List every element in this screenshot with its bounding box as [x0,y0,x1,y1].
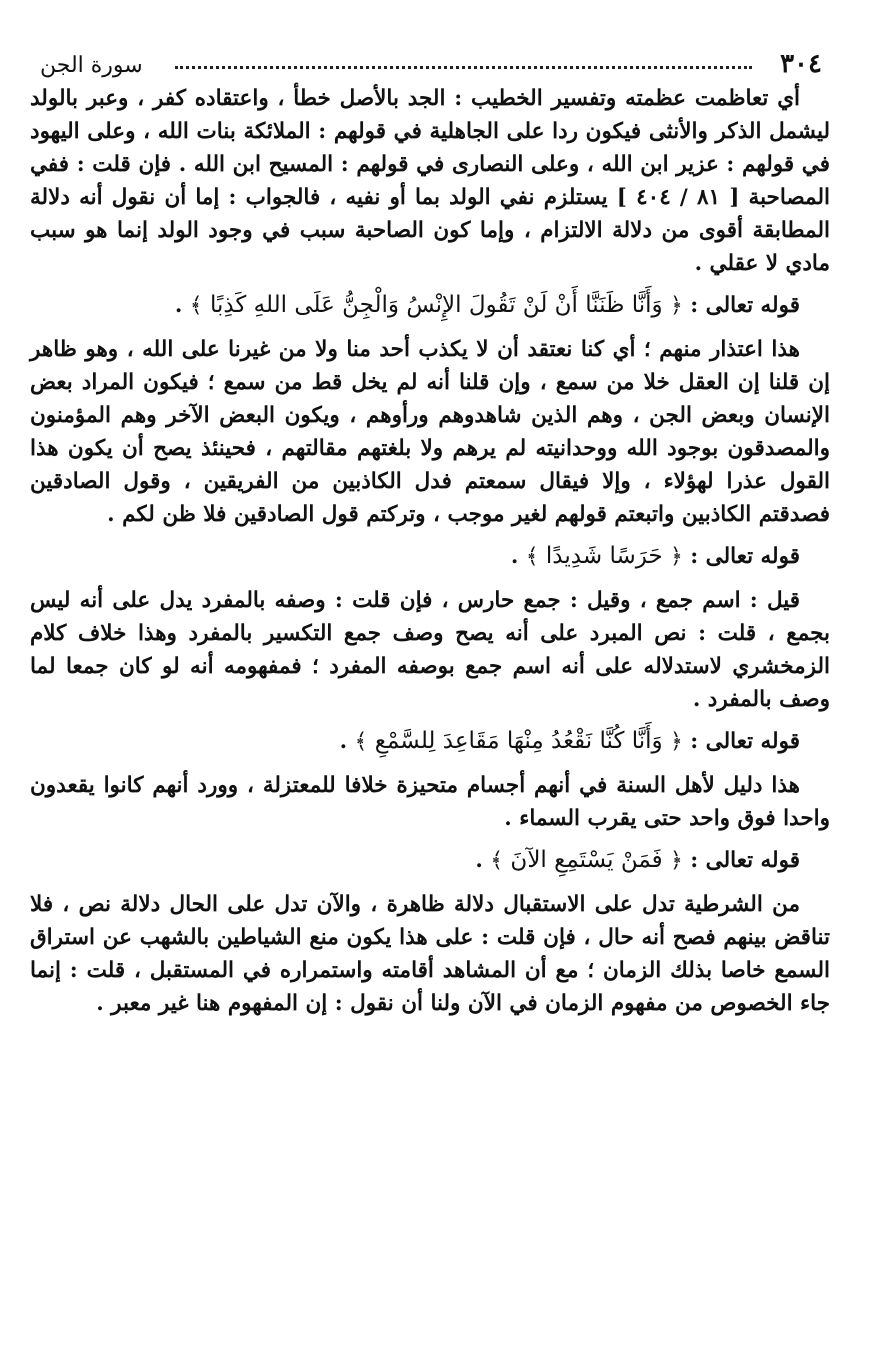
ornate-bracket-open: ﴿ [670,544,683,569]
quran-verse: فَمَنْ يَسْتَمِعِ الآنَ [510,847,663,873]
paragraph: هذا اعتذار منهم ؛ أي كنا نعتقد أن لا يكذب أحد منا ولا من غيرنا على الله ، وهو ظاهر إن قلنا إن العقل خلا من سمع ، وإن قلنا أنه لم يخل قط من سمع ؛ فيكون المراد بعض الإنسان وبعض الجن ، وهم الذين شاهدوهم ورأوهم ، ويكون البعض الآخر وهم المؤمنون والمصدقون بوجود الله ووحدانيته لم يرهم ولا بلغتهم مقالتهم ، فحينئذ يصح أن يكون هذا القول عذرا لهؤلاء ، وإلا فيقال سمعتم فدل الكاذبين من الفريقين ، وقول الصادقين فصدقتم الكاذبين واتبعتم قولهم لغير موجب ، وتركتم قول الصادقين فلا ظن لكم . [30,337,831,527]
quran-verse: حَرَسًا شَدِيدًا [545,543,663,569]
verse-intro: قوله تعالى : [690,729,800,754]
paragraph: من الشرطية تدل على الاستقبال دلالة ظاهرة ، والآن تدل على الحال دلالة نص ، فلا تناقض بينهم فصح أنه حال ، فإن قلت : على هذا يكون منع الشياطين بالشهب عن استراق السمع خاصا بذلك الزمان ؛ مع أن المشاهد أقامته واستمراره في المستقبل ، قلت : إنما جاء الخصوص من مفهوم الزمان في الآن ولنا أن نقول : إن المفهوم هنا غير معبر . [30,892,830,1016]
running-header [30,40,830,82]
ornate-bracket-close: ﴾ [525,544,539,569]
verse-line [30,722,830,761]
paragraph: قيل : اسم جمع ، وقيل : جمع حارس ، فإن قلت : وصفه بالمفرد يدل على أنه ليس بجمع ، قلت : نص المبرد على أنه يصح وصف جمع التكسير بالمفرد وهذا خلاف كلام الزمخشري لاستدلاله على أنه اسم جمع بوصفه المفرد ؛ فمفهومه أنه لو كان جمعا لما وصف بالمفرد . [30,588,830,712]
ornate-bracket-open: ﴿ [670,293,683,318]
verse-intro: قوله تعالى : [690,293,800,318]
page [30,40,830,1340]
quran-verse: وَأَنَّا كُنَّا نَقْعُدُ مِنْهَا مَقَاعِدَ لِلسَّمْعِ [374,728,663,754]
verse-line [30,841,830,880]
ornate-bracket-open: ﴿ [670,729,683,754]
ornate-bracket-close: ﴾ [354,729,368,754]
paragraph: هذا دليل لأهل السنة في أنهم أجسام متحيزة خلافا للمعتزلة ، وورد أنهم كانوا يقعدون واحدا فوق واحد حتى يقرب السماء . [30,773,830,831]
surah-title: سورة الجن [40,53,143,78]
verse-end: . [475,848,483,873]
quran-verse: وَأَنَّا ظَنَنَّا أَنْ لَنْ تَقُولَ الإِنْسُ وَالْجِنُّ عَلَى اللهِ كَذِبًا [209,292,663,318]
verse-line [30,537,830,576]
ornate-bracket-close: ﴾ [189,293,203,318]
page-number: ٣٠٤ [780,49,822,79]
dotted-leader [175,66,752,69]
verse-end: . [174,293,183,318]
verse-line [30,286,830,325]
verse-end: . [510,544,519,569]
verse-intro: قوله تعالى : [690,544,800,569]
paragraph: أي تعاظمت عظمته وتفسير الخطيب : الجد بالأصل خطأ ، واعتقاده كفر ، وعبر بالولد ليشمل الذكر والأنثى فيكون ردا على الجاهلية في قولهم : الملائكة بنات الله ، وعلى اليهود في قولهم : عزير ابن الله ، وعلى النصارى في قولهم : المسيح ابن الله . فإن قلت : ففي المصاحبة [ ٨١ / ٤٠٤ ] يستلزم نفي الولد بما أو نفيه ، فالجواب : إما أن نقول أنه دلالة المطابقة أقوى من دلالة الالتزام ، وإما كون الصاحبة سبب في وجود الولد إنما هو سبب مادي لا عقلي . [30,86,830,276]
ornate-bracket-open: ﴿ [670,848,683,873]
verse-intro: قوله تعالى : [690,848,800,873]
ornate-bracket-close: ﴾ [490,848,503,873]
verse-end: . [339,729,348,754]
